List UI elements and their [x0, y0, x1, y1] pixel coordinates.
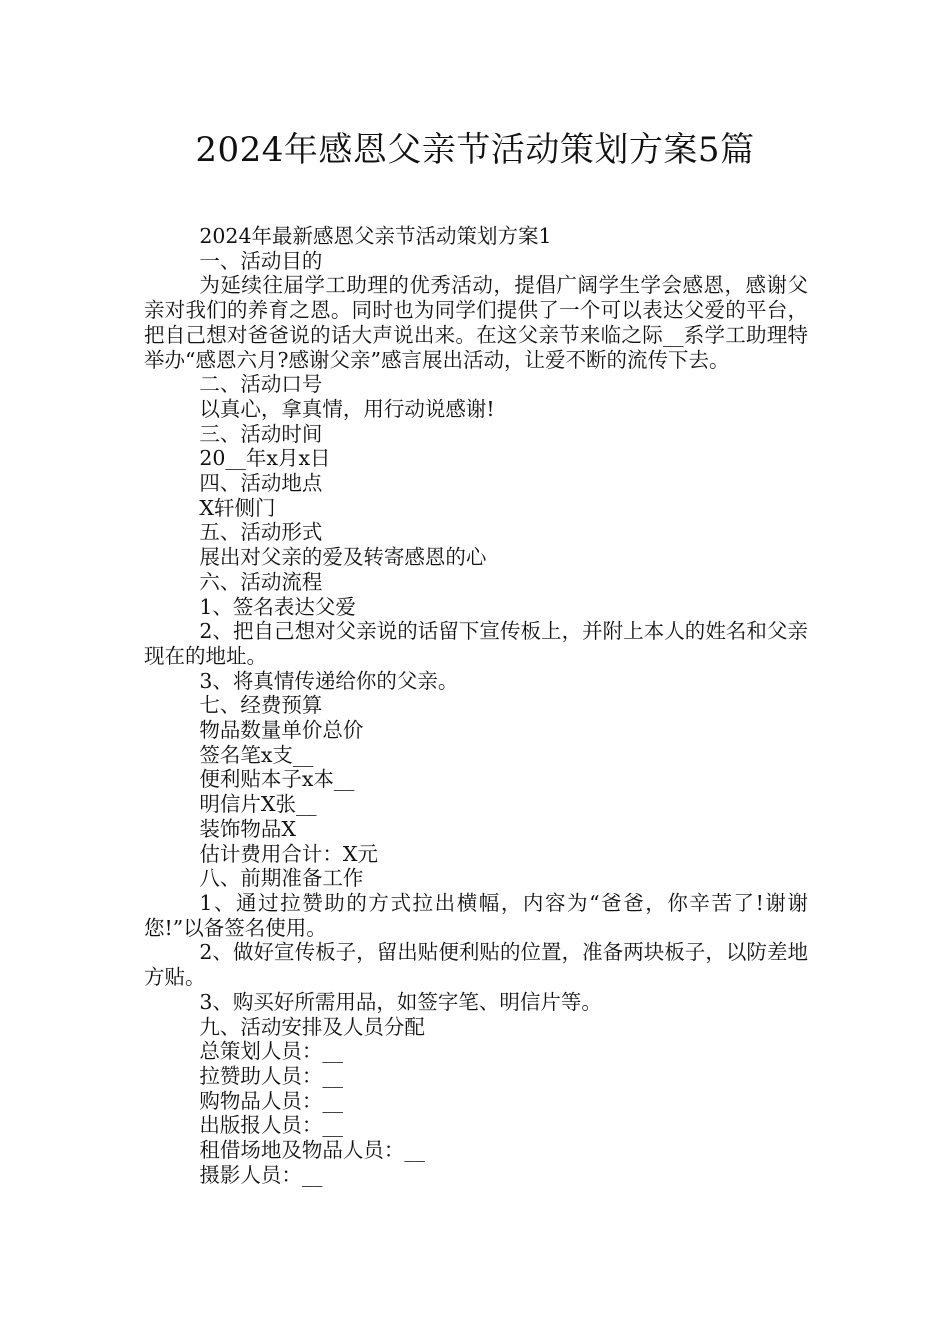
- paragraph-purpose: 为延续往届学工助理的优秀活动，提倡广阔学生学会感恩，感谢父亲对我们的养育之恩。同时也为同学们提供了一个可以表达父爱的平台，把自己想对爸爸说的话大声说出来。在这父亲节来临之际__系学工助理特举办“感恩六月?感谢父亲”感言展出活动，让爱不断的流传下去。: [144, 273, 808, 372]
- prep-step-2: 2、做好宣传板子，留出贴便利贴的位置，准备两块板子，以防差地方贴。: [144, 940, 808, 990]
- heading-purpose: 一、活动目的: [199, 248, 323, 273]
- process-step-2: 2、把自己想对父亲说的话留下宣传板上，并附上本人的姓名和父亲现在的地址。: [144, 619, 808, 668]
- document-body: [144, 224, 808, 1187]
- process-step-1: 1、签名表达父爱: [199, 594, 356, 619]
- heading-process: 六、活动流程: [199, 569, 323, 594]
- budget-item: 装饰物品X: [199, 816, 296, 841]
- heading-format: 五、活动形式: [199, 520, 323, 545]
- staff-item: 摄影人员：__: [199, 1162, 323, 1187]
- prep-step-1: 1、通过拉赞助的方式拉出横幅，内容为“爸爸，你辛苦了!谢谢您!”以备签名使用。: [144, 890, 808, 940]
- text-time: 20__年x月x日: [199, 446, 331, 471]
- heading-location: 四、活动地点: [199, 471, 323, 496]
- budget-item: 签名笔x支__: [199, 742, 314, 767]
- staff-item: 总策划人员：__: [199, 1039, 343, 1064]
- heading-time: 三、活动时间: [199, 421, 323, 446]
- process-step-3: 3、将真情传递给你的父亲。: [199, 668, 459, 693]
- heading-slogan: 二、活动口号: [199, 372, 323, 397]
- heading-budget: 七、经费预算: [199, 693, 323, 718]
- text-location: X轩侧门: [199, 495, 276, 520]
- heading-staffing: 九、活动安排及人员分配: [199, 1014, 425, 1039]
- text-slogan: 以真心，拿真情，用行动说感谢!: [199, 396, 495, 421]
- budget-header: 物品数量单价总价: [199, 718, 364, 743]
- staff-item: 出版报人员：__: [199, 1113, 343, 1138]
- staff-item: 租借场地及物品人员：__: [199, 1138, 425, 1163]
- budget-item: 明信片X张__: [199, 792, 317, 817]
- staff-item: 购物品人员：__: [199, 1088, 343, 1113]
- section-heading: 2024年最新感恩父亲节活动策划方案1: [199, 224, 552, 248]
- staff-item: 拉赞助人员：__: [199, 1063, 343, 1088]
- prep-step-3: 3、购买好所需用品，如签字笔、明信片等。: [199, 989, 602, 1014]
- document-title: 2024年感恩父亲节活动策划方案5篇: [195, 130, 755, 170]
- budget-item: 便利贴本子x本__: [199, 767, 355, 792]
- heading-preparation: 八、前期准备工作: [199, 866, 364, 891]
- text-format: 展出对父亲的爱及转寄感恩的心: [199, 545, 487, 570]
- budget-total: 估计费用合计：X元: [199, 841, 378, 866]
